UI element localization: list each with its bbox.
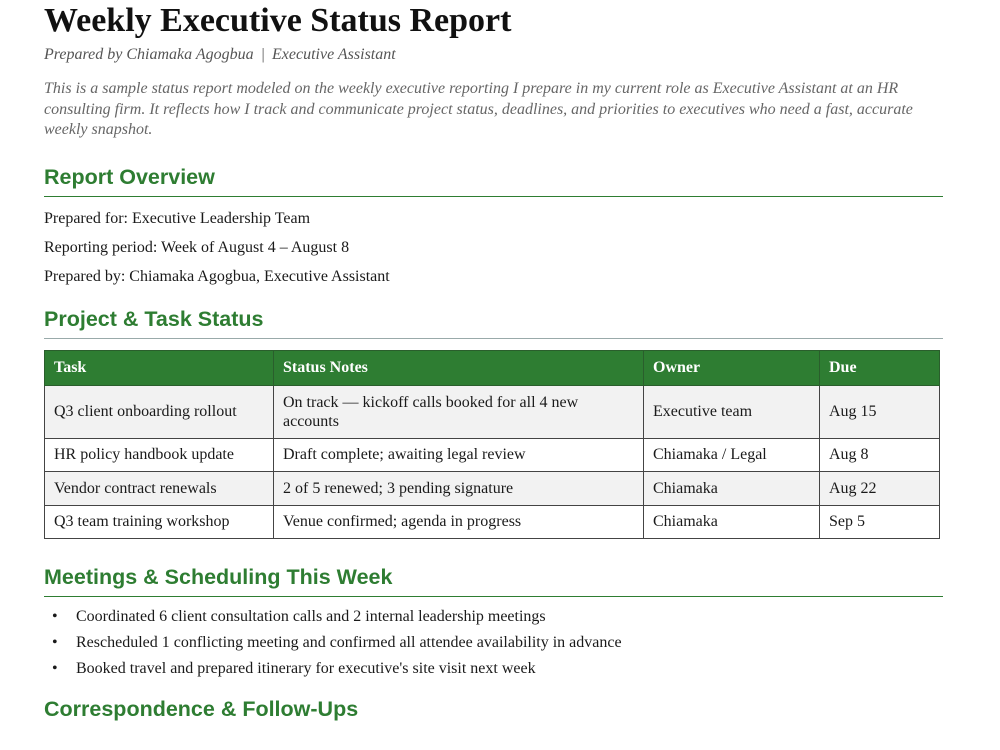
- cell-owner: Chiamaka: [644, 471, 820, 505]
- table-row: [45, 438, 940, 471]
- cell-due: Sep 5: [820, 505, 940, 538]
- table-header-row: [45, 350, 940, 385]
- byline: [44, 45, 944, 65]
- cell-due: Aug 15: [820, 385, 940, 438]
- cell-task: Q3 team training workshop: [45, 505, 274, 538]
- list-item-text: Booked travel and prepared itinerary for executive's site visit next week: [76, 659, 536, 677]
- report-page: [44, 0, 944, 728]
- byline-separator: |: [260, 46, 266, 63]
- cell-due: Aug 8: [820, 438, 940, 471]
- cell-owner: Chiamaka / Legal: [644, 438, 820, 471]
- cell-status-notes: 2 of 5 renewed; 3 pending signature: [274, 471, 644, 505]
- report-title: Weekly Executive Status Report: [44, 2, 512, 39]
- bullet-icon: •: [52, 633, 58, 651]
- bullet-icon: •: [52, 659, 58, 677]
- cell-status-notes: Draft complete; awaiting legal review: [274, 438, 644, 471]
- section-heading-meetings: Meetings & Scheduling This Week: [44, 565, 943, 597]
- cell-status-notes: Venue confirmed; agenda in progress: [274, 505, 644, 538]
- intro-paragraph: This is a sample status report modeled on the weekly executive reporting I prepare in my current role as Executive Assistant at an HR consulting firm. It reflects how I track and communicate project status, deadlines, and priorities to executives who need a fast, accurate weekly snapshot.: [44, 80, 913, 138]
- cell-due: Aug 22: [820, 471, 940, 505]
- list-item: [44, 659, 944, 679]
- cell-task: Q3 client onboarding rollout: [45, 385, 274, 438]
- list-item: [44, 633, 944, 653]
- cell-owner: Executive team: [644, 385, 820, 438]
- table-row: [45, 385, 940, 438]
- project-status-table: [44, 350, 940, 539]
- byline-name: Prepared by Chiamaka Agogbua: [44, 46, 254, 63]
- column-header-due: Due: [820, 350, 940, 385]
- bullet-icon: •: [52, 607, 58, 625]
- table-row: [45, 471, 940, 505]
- overview-reporting-period: Reporting period: Week of August 4 – August 8: [44, 238, 350, 256]
- table-row: [45, 505, 940, 538]
- cell-owner: Chiamaka: [644, 505, 820, 538]
- section-heading-correspondence: Correspondence & Follow-Ups: [44, 696, 359, 721]
- list-item: [44, 607, 944, 627]
- column-header-status-notes: Status Notes: [274, 350, 644, 385]
- list-item-text: Coordinated 6 client consultation calls and 2 internal leadership meetings: [76, 607, 546, 625]
- cell-task: Vendor contract renewals: [45, 471, 274, 505]
- column-header-owner: Owner: [644, 350, 820, 385]
- section-heading-projects: Project & Task Status: [44, 307, 943, 339]
- section-heading-overview: Report Overview: [44, 165, 943, 197]
- column-header-task: Task: [45, 350, 274, 385]
- byline-role: Executive Assistant: [272, 46, 396, 63]
- cell-status-notes: On track — kickoff calls booked for all 4 new accounts: [274, 385, 644, 438]
- meetings-list: [44, 607, 944, 679]
- overview-prepared-by: Prepared by: Chiamaka Agogbua, Executive Assistant: [44, 267, 390, 285]
- cell-task: HR policy handbook update: [45, 438, 274, 471]
- list-item-text: Rescheduled 1 conflicting meeting and confirmed all attendee availability in advance: [76, 633, 622, 651]
- overview-prepared-for: Prepared for: Executive Leadership Team: [44, 209, 311, 227]
